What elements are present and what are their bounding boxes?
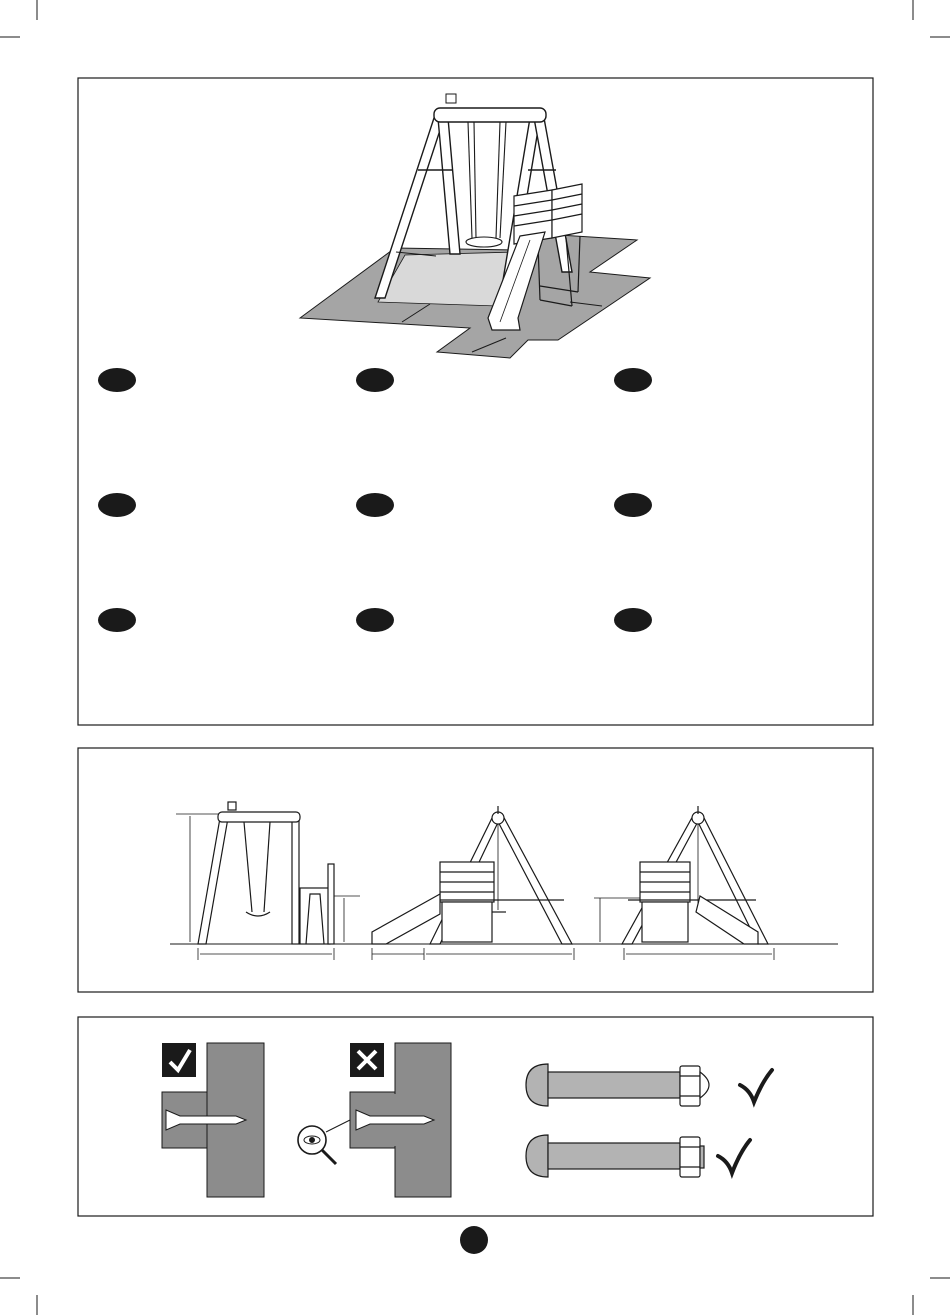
bolt-with-cap-nut bbox=[526, 1064, 709, 1106]
side-view bbox=[176, 802, 360, 944]
correct-screw-example bbox=[162, 1043, 264, 1197]
language-badge bbox=[614, 368, 652, 392]
front-view-left bbox=[372, 806, 572, 944]
language-badge bbox=[356, 608, 394, 632]
language-badge bbox=[356, 493, 394, 517]
page-number-marker bbox=[460, 1226, 488, 1254]
language-badge bbox=[98, 608, 136, 632]
safety-area-panel bbox=[78, 78, 873, 725]
language-badge bbox=[614, 608, 652, 632]
magnifier-eye-icon bbox=[298, 1120, 350, 1164]
check-icon bbox=[718, 1140, 750, 1173]
language-badge bbox=[614, 493, 652, 517]
flag-icon bbox=[228, 802, 236, 810]
language-badge-grid bbox=[98, 368, 652, 632]
front-view-left-dimensions bbox=[372, 948, 574, 960]
language-badge bbox=[356, 368, 394, 392]
language-badge bbox=[98, 493, 136, 517]
language-badge bbox=[98, 368, 136, 392]
swing-seat bbox=[466, 122, 506, 247]
incorrect-screw-example bbox=[298, 1043, 451, 1197]
check-icon bbox=[740, 1070, 772, 1102]
bolt-with-hex-nut bbox=[526, 1135, 704, 1177]
safety-area-illustration bbox=[300, 94, 650, 358]
front-view-right bbox=[622, 806, 768, 944]
flag-icon bbox=[446, 94, 456, 103]
front-view-right-dimensions bbox=[624, 948, 774, 960]
